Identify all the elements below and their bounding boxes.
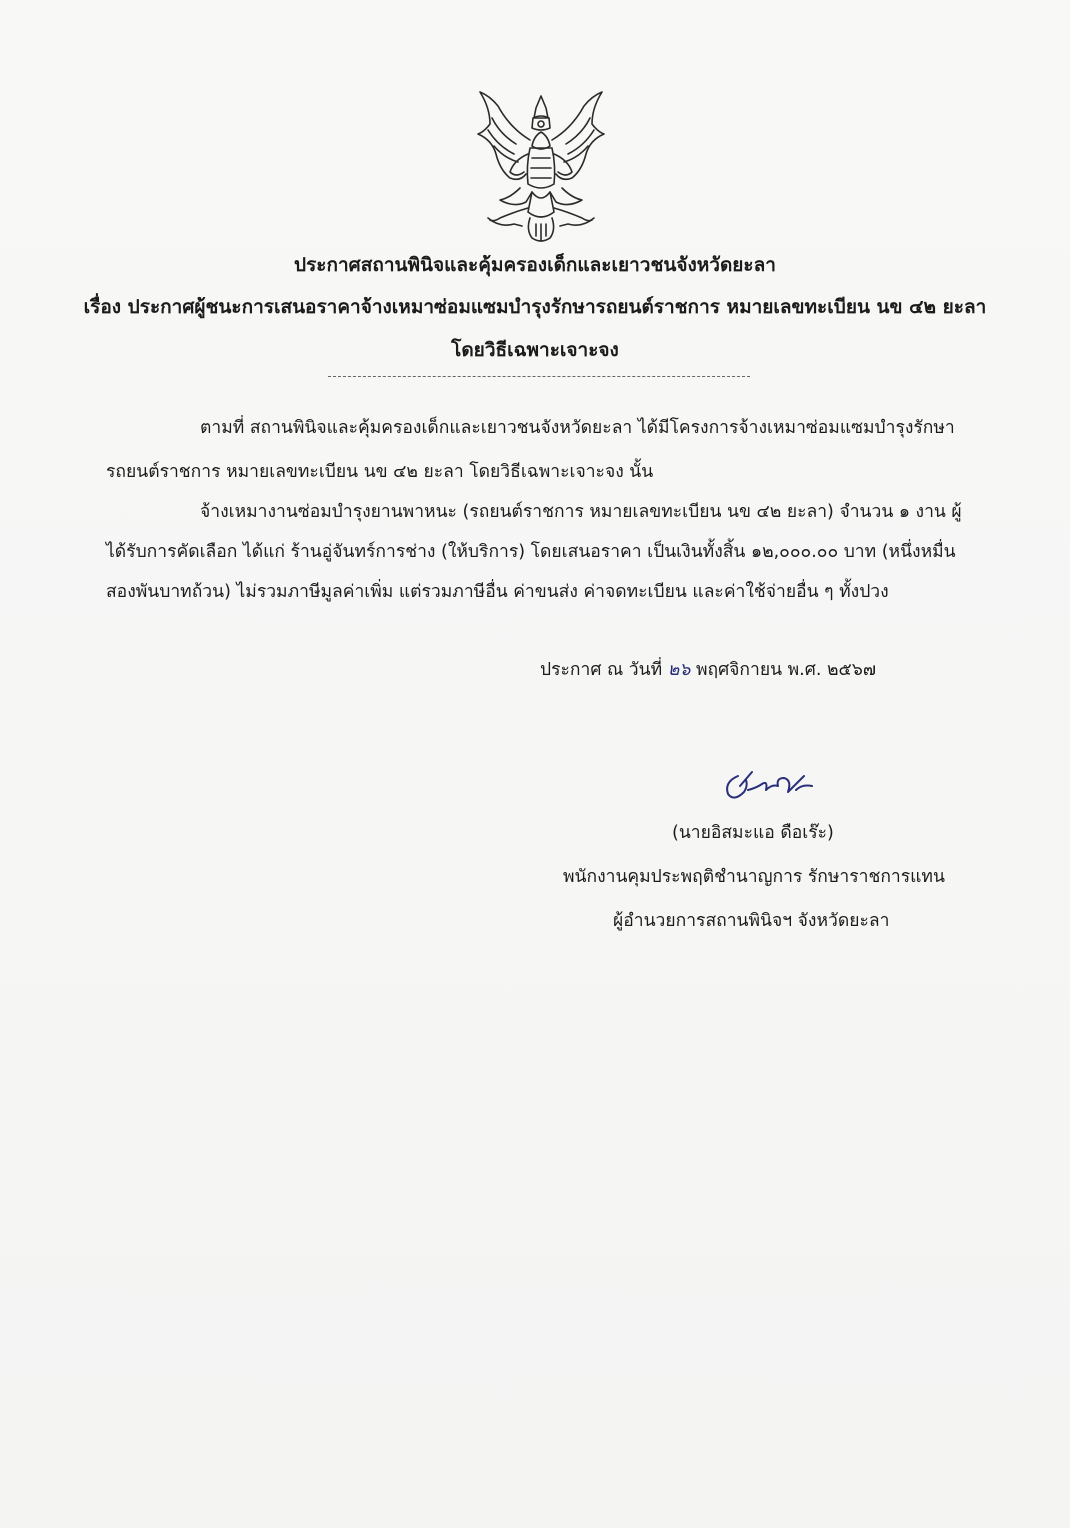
signatory-position-line2: ผู้อำนวยการสถานพินิจฯ จังหวัดยะลา	[613, 911, 890, 931]
signatory-name: (นายอิสมะแอ ดือเร๊ะ)	[672, 823, 834, 843]
signatory-position-line1: พนักงานคุมประพฤติชำนาญการ รักษาราชการแทน	[563, 867, 945, 887]
signature-icon	[718, 764, 818, 808]
date-prefix: ประกาศ ณ วันที่	[540, 660, 663, 680]
title-divider	[328, 376, 750, 377]
date-day-handwritten: ๒๖	[667, 660, 691, 680]
paragraph2-line1: จ้างเหมางานซ่อมบำรุงยานพาหนะ (รถยนต์ราชการ หมายเลขทะเบียน นข ๔๒ ยะลา) จำนวน ๑ งาน ผู้	[200, 502, 962, 522]
paragraph1-line1: ตามที่ สถานพินิจและคุ้มครองเด็กและเยาวชนจังหวัดยะลา ได้มีโครงการจ้างเหมาซ่อมแซมบำรุงรักษา	[200, 418, 955, 438]
announcement-subject: เรื่อง ประกาศผู้ชนะการเสนอราคาจ้างเหมาซ่อมแซมบำรุงรักษารถยนต์ราชการ หมายเลขทะเบียน นข ๔๒ ยะลา	[83, 296, 987, 318]
paragraph2-line3: สองพันบาทถ้วน) ไม่รวมภาษีมูลค่าเพิ่ม แต่รวมภาษีอื่น ค่าขนส่ง ค่าจดทะเบียน และค่าใช้จ่ายอื่น ๆ ทั้งปวง	[106, 582, 889, 602]
date-month-year: พฤศจิกายน พ.ศ. ๒๕๖๗	[695, 660, 877, 680]
announcement-organization-title: ประกาศสถานพินิจและคุ้มครองเด็กและเยาวชนจังหวัดยะลา	[294, 254, 776, 276]
paragraph1-line2: รถยนต์ราชการ หมายเลขทะเบียน นข ๔๒ ยะลา โดยวิธีเฉพาะเจาะจง นั้น	[106, 462, 654, 482]
announcement-date	[540, 655, 876, 683]
announcement-method: โดยวิธีเฉพาะเจาะจง	[451, 339, 619, 361]
paragraph2-line2: ได้รับการคัดเลือก ได้แก่ ร้านอู่จันทร์การช่าง (ให้บริการ) โดยเสนอราคา เป็นเงินทั้งสิ้น ๑๒,๐๐๐.๐๐ บาท (หนึ่งหมื่น	[106, 542, 956, 562]
garuda-emblem-icon	[470, 88, 612, 246]
